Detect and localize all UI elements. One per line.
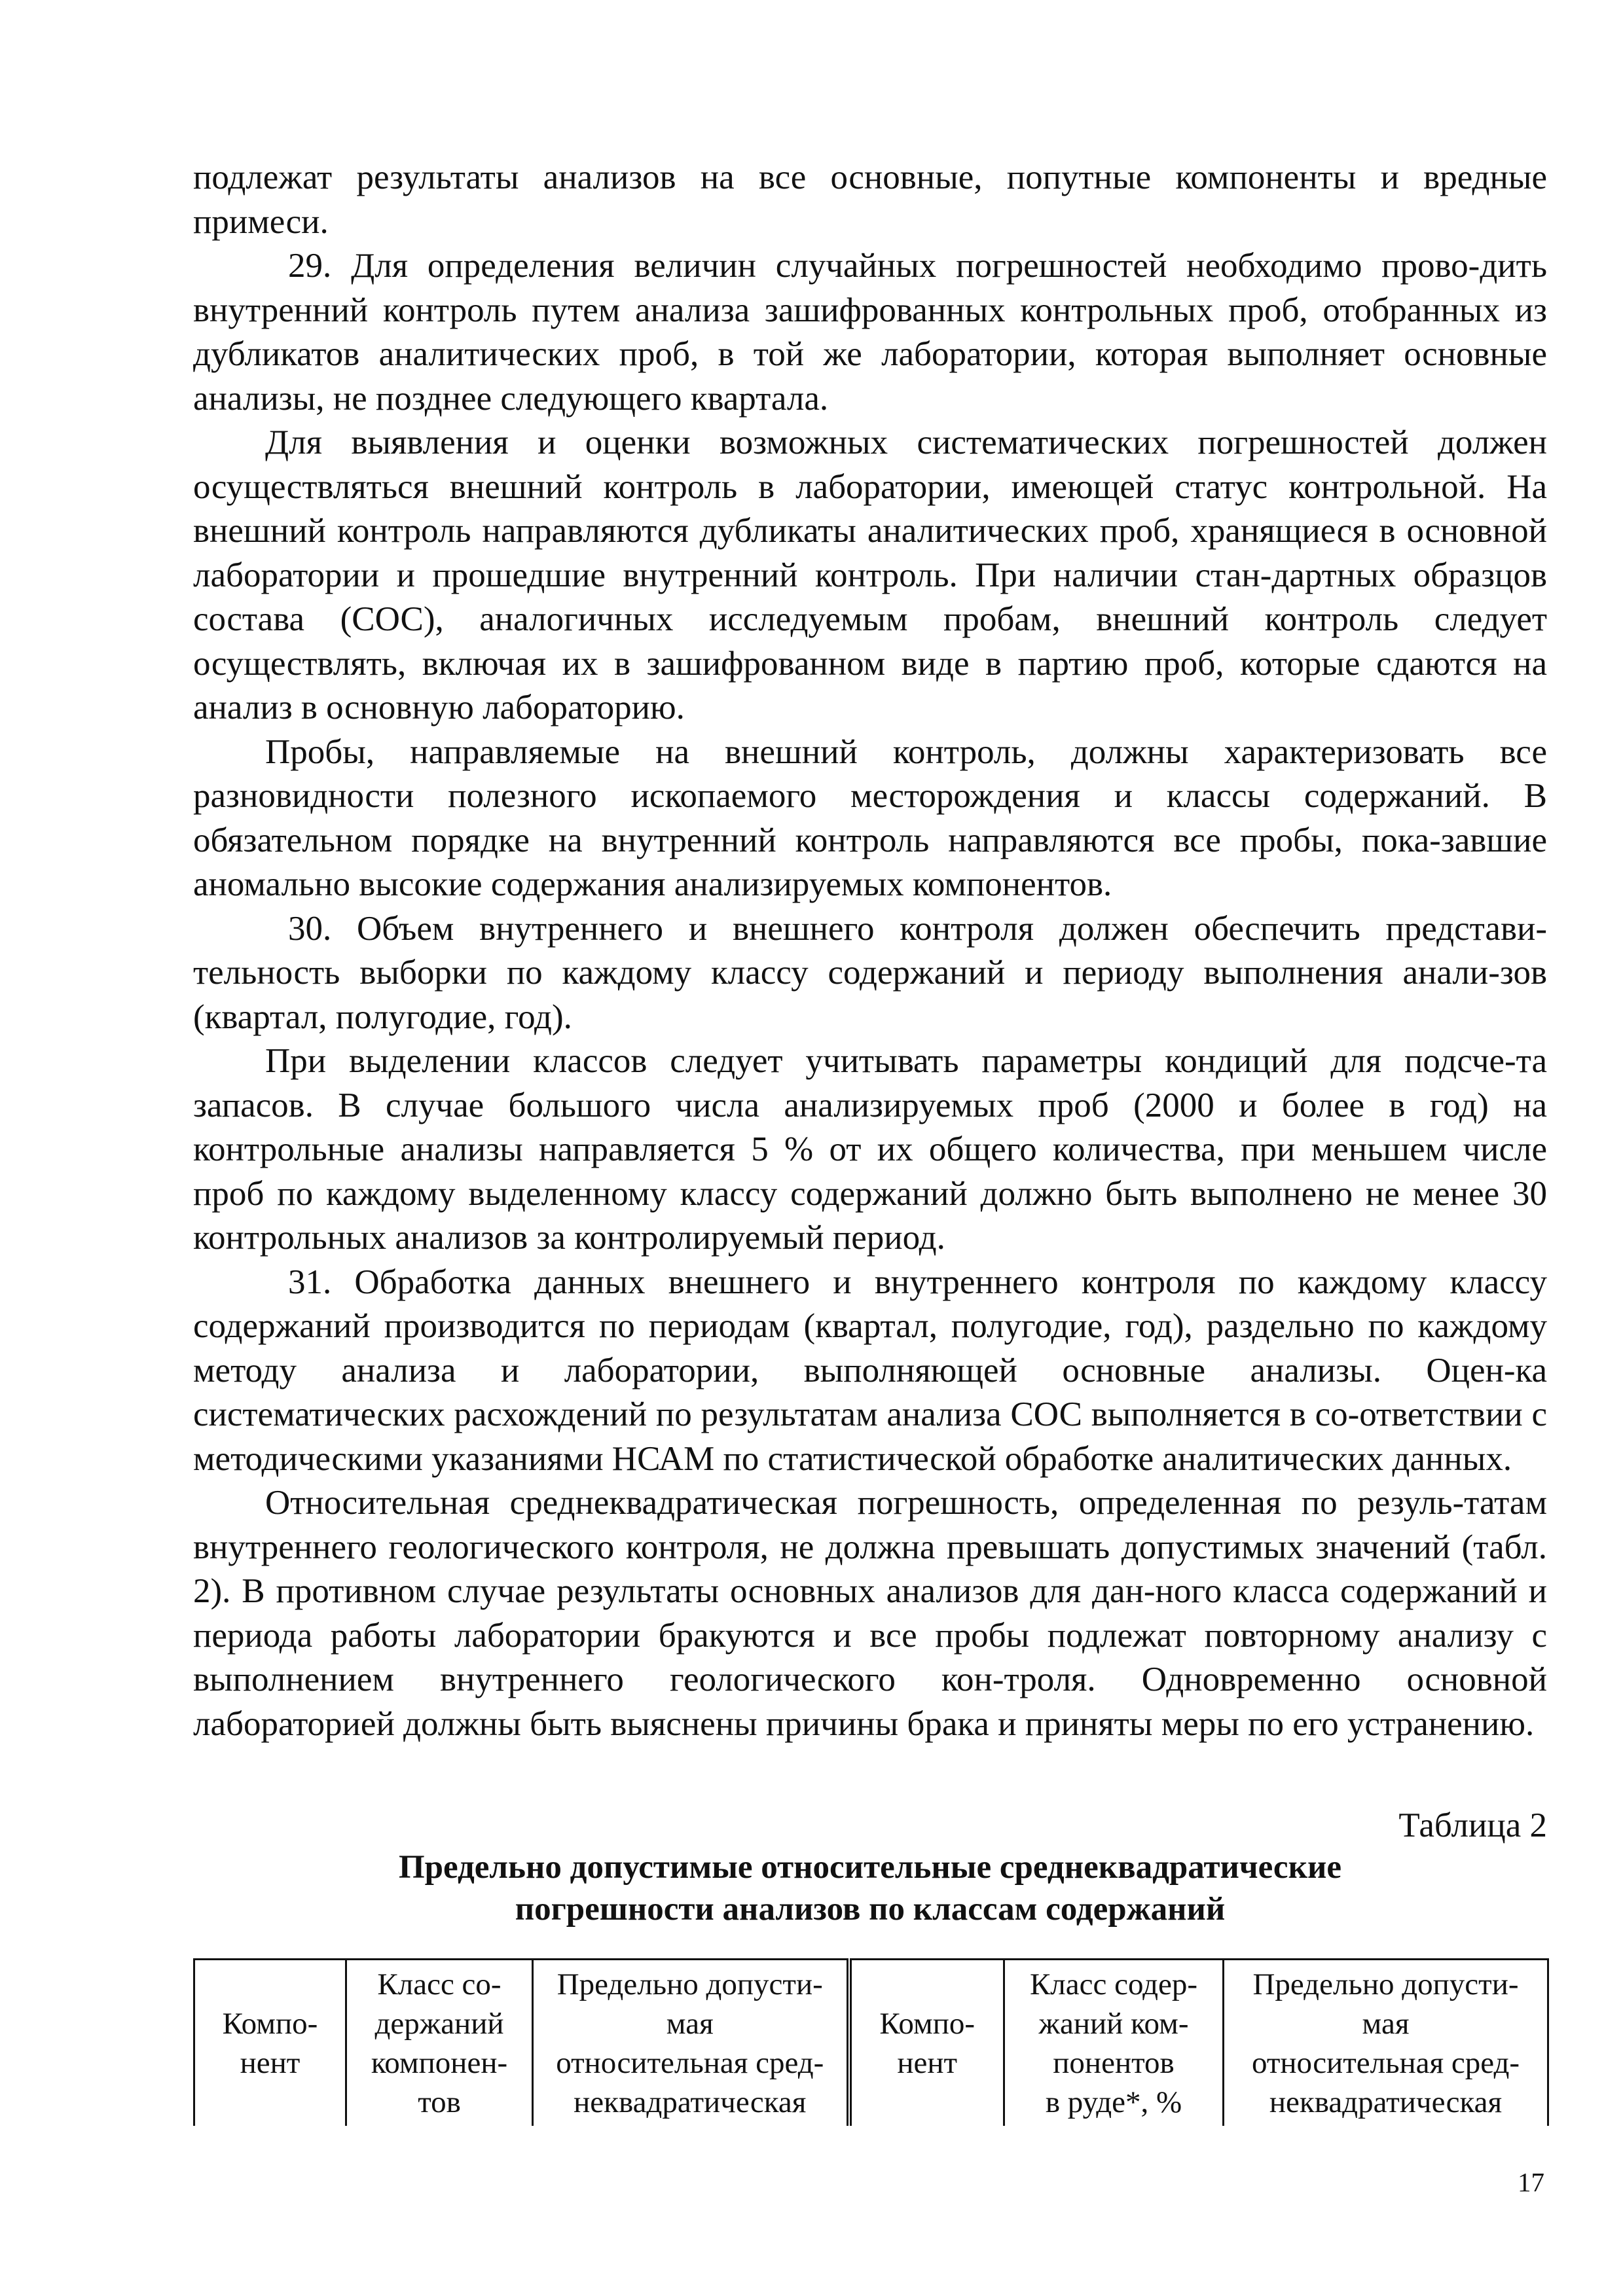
paragraph-samples: Пробы, направляемые на внешний контроль, должны характеризовать все разновидности полезного ископаемого месторождения и классы содержаний. В обязательном порядке на внутренний контроль направляются все пробы, пока-завшие аномально высокие содержания анализируемых компонентов. xyxy=(193,732,1547,903)
header-cell-content-class-ore: Класс содер- жаний ком- понентов в руде*, % xyxy=(1004,1960,1224,2126)
paragraph-classes: При выделении классов следует учитывать параметры кондиций для подсче-та запасов. В случае большого числа анализируемых проб (2000 и более в год) на контрольные анализы направляется 5 % от их общего количества, при меньшем числе проб по каждому выделенному классу содержаний должно быть выполнено не менее 30 контрольных анализов за контролируемый период. xyxy=(193,1042,1547,1257)
table-title-line: погрешности анализов по классам содержаний xyxy=(515,1891,1226,1928)
header-cell-content-class: Класс со- держаний компонен- тов xyxy=(346,1960,533,2126)
header-cell-component: Компо- нент xyxy=(194,1960,346,2126)
header-cell-max-error-2: Предельно допусти- мая относительная сред- неквадратическая xyxy=(1224,1960,1548,2126)
paragraph-30: 30. Объем внутреннего и внешнего контроля должен обеспечить представи-тельность выборки по каждому классу содержаний и периоду выполнения анали-зов (квартал, полугодие, год). xyxy=(193,909,1547,1036)
paragraph-relative-error: Относительная среднеквадратическая погрешность, определенная по резуль-татам внутреннего геологического контроля, не должна превышать допустимых значений (табл. 2). В противном случае результаты основных анализов для дан-ного класса содержаний и периода работы лаборатории бракуются и все пробы подлежат повторному анализу с выполнением внутреннего геологического кон-троля. Одновременно основной лабораторией должны быть выяснены причины брака и приняты меры по его устранению. xyxy=(193,1484,1547,1743)
table-title xyxy=(193,1846,1547,1930)
header-cell-component-2: Компо- нент xyxy=(849,1960,1004,2126)
body-text xyxy=(193,156,1547,1746)
table-label: Таблица 2 xyxy=(1398,1806,1547,1844)
table-title-line: Предельно допустимые относительные среднеквадратические xyxy=(399,1849,1341,1886)
error-limits-table xyxy=(193,1958,1549,2126)
paragraph-continuation: подлежат результаты анализов на все основные, попутные компоненты и вредные примеси. xyxy=(193,158,1547,241)
paragraph-external-control: Для выявления и оценки возможных систематических погрешностей должен осуществляться внешний контроль в лаборатории, имеющей статус контрольной. На внешний контроль направляются дубликаты аналитических проб, хранящиеся в основной лаборатории и прошедшие внутренний контроль. При наличии стан-дартных образцов состава (СОС), аналогичных исследуемым пробам, внешний контроль следует осуществлять, включая их в зашифрованном виде в партию проб, которые сдаются на анализ в основную лабораторию. xyxy=(193,423,1547,726)
table-header-row xyxy=(194,1960,1548,2126)
paragraph-29: 29. Для определения величин случайных погрешностей необходимо прово-дить внутренний контроль путем анализа зашифрованных контрольных проб, отобранных из дубликатов аналитических проб, в той же лаборатории, которая выполняет основные анализы, не позднее следующего квартала. xyxy=(193,247,1547,418)
paragraph-31: 31. Обработка данных внешнего и внутреннего контроля по каждому классу содержаний производится по периодам (квартал, полугодие, год), раздельно по каждому методу анализа и лаборатории, выполняющей основные анализы. Оцен-ка систематических расхождений по результатам анализа СОС выполняется в со-ответствии с методическими указаниями НСАМ по статистической обработке аналитических данных. xyxy=(193,1263,1547,1478)
page-number: 17 xyxy=(1518,2167,1544,2197)
header-cell-max-error: Предельно допусти- мая относительная сред- неквадратическая xyxy=(533,1960,849,2126)
